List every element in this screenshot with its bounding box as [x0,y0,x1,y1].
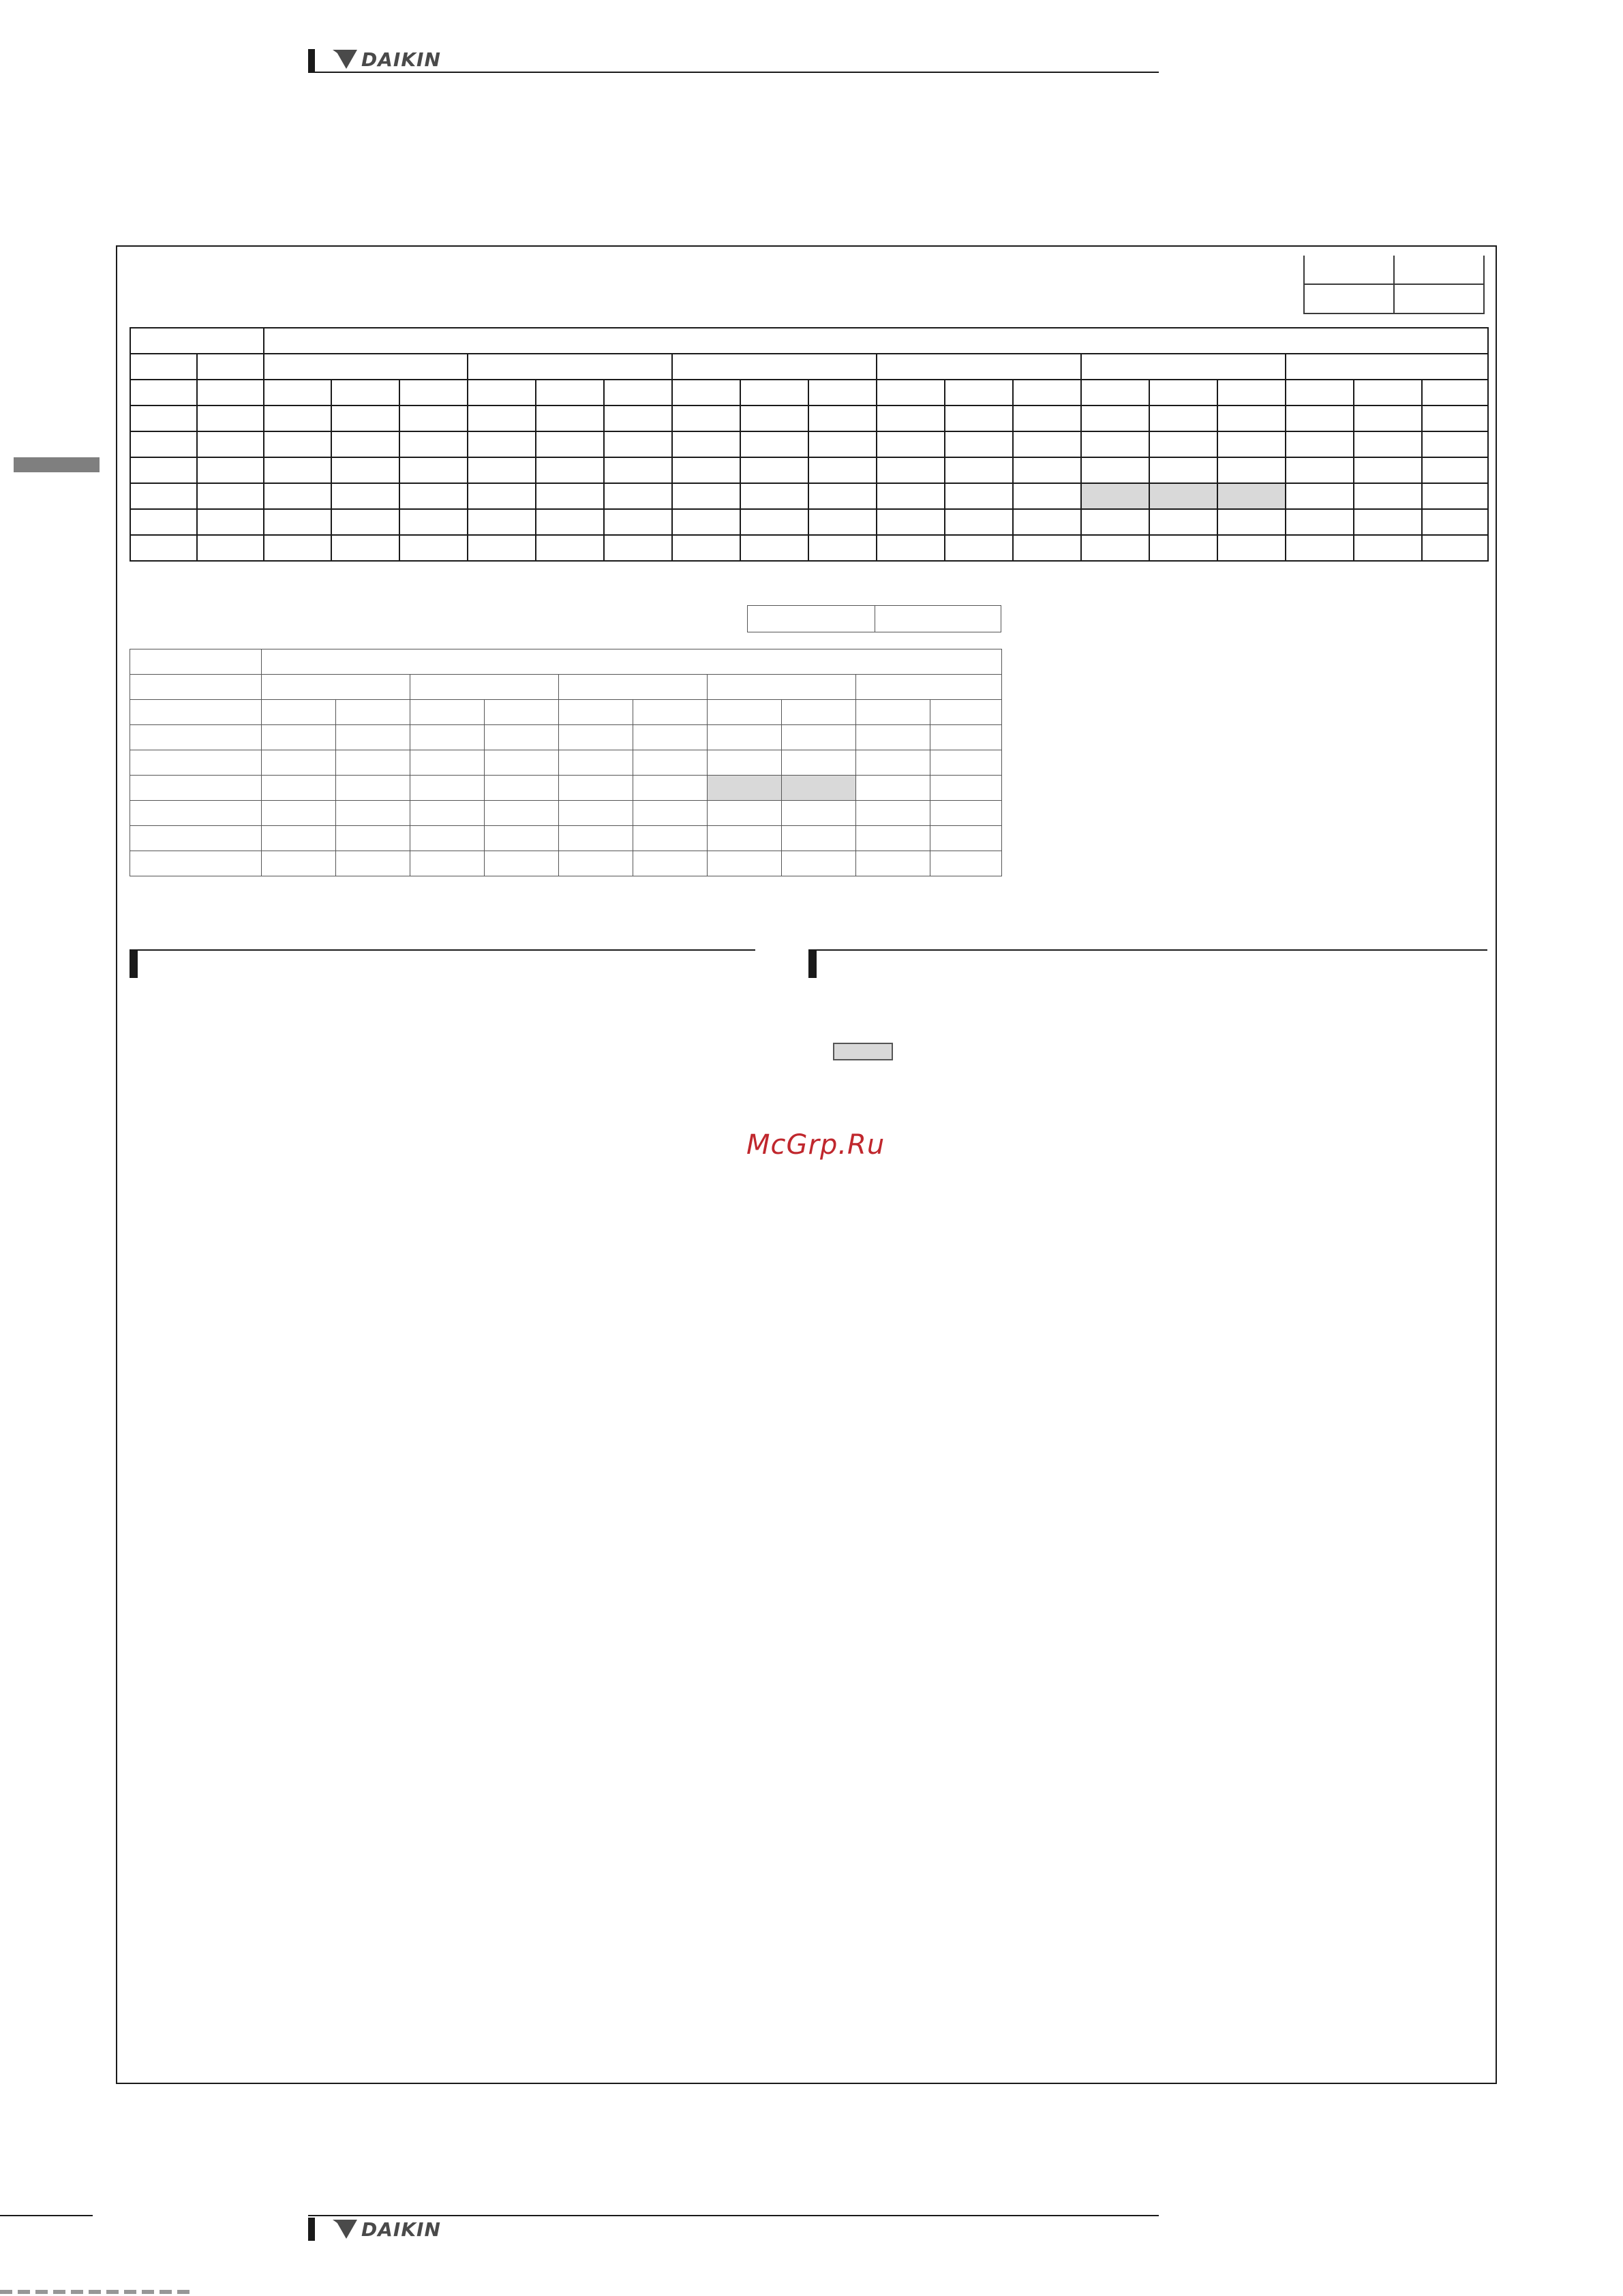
table-cell [633,725,708,750]
daikin-logo-icon [331,48,359,70]
table-cell [1081,380,1149,405]
table-cell [130,801,262,826]
table-cell [262,725,336,750]
table-row [130,826,1002,851]
shaded-cell [1149,483,1217,509]
table-cell [1013,457,1081,483]
table-cell [856,675,1002,700]
table-cell [336,750,410,776]
table-cell [740,380,808,405]
table-cell [130,750,262,776]
table-cell [877,354,1081,380]
table-cell [1149,431,1217,457]
table-cell [468,354,672,380]
table-cell [1354,509,1422,535]
table-cell [672,457,740,483]
table-cell [468,535,536,561]
table-cell [197,509,264,535]
table-cell [559,750,633,776]
table-cell [930,826,1002,851]
table-cell [1081,457,1149,483]
table-cell [130,826,262,851]
table-cell [468,457,536,483]
mini-cell [1304,256,1394,284]
table-cell [1149,380,1217,405]
table-cell [604,457,672,483]
table-cell [1081,354,1286,380]
table-row [130,380,1488,405]
table-cell [410,675,559,700]
table-cell [1149,457,1217,483]
table-cell [264,457,331,483]
watermark-text: McGrp.Ru [746,1129,885,1161]
table-cell [485,826,559,851]
table-cell [1217,431,1286,457]
table-cell [877,483,945,509]
table-cell [672,354,877,380]
label-cell [748,606,875,632]
table-cell [856,750,930,776]
table-row [130,483,1488,509]
table-cell [410,750,485,776]
table-cell [1217,405,1286,431]
table-row [130,431,1488,457]
table-cell [262,750,336,776]
table-cell [877,431,945,457]
table-row [130,750,1002,776]
table-cell [1217,509,1286,535]
bottom-edge-marks [0,2290,191,2294]
table-cell [1013,380,1081,405]
table-cell [1354,483,1422,509]
table-cell [264,354,468,380]
table-cell [485,700,559,725]
table-cell [1149,535,1217,561]
table-cell [468,509,536,535]
table-cell [856,776,930,801]
table-cell [1286,509,1354,535]
table-row [130,405,1488,431]
mini-cell [1304,284,1394,313]
table-cell [1422,431,1488,457]
table-cell [485,776,559,801]
table-row [130,700,1002,725]
table-cell [410,725,485,750]
table-cell [399,405,468,431]
table-row [130,457,1488,483]
table-cell [945,457,1013,483]
table-cell [1422,509,1488,535]
label-cell [875,606,1001,632]
table-cell [559,851,633,876]
table-cell [130,851,262,876]
table-row [130,801,1002,826]
table-cell [485,725,559,750]
table-cell [1081,509,1149,535]
table-cell [1013,431,1081,457]
table-cell [604,535,672,561]
table-cell [130,725,262,750]
table-cell [782,801,856,826]
table-cell [331,380,399,405]
table-cell [633,801,708,826]
table-cell [708,851,782,876]
table-row [130,725,1002,750]
table-cell [1354,457,1422,483]
section-rule-left [130,949,755,951]
table-cell [808,380,877,405]
table-cell [856,700,930,725]
table-cell [808,405,877,431]
table-cell [1422,380,1488,405]
table-cell [197,483,264,509]
table-cell [264,483,331,509]
table-cell [485,851,559,876]
table-cell [336,801,410,826]
table-cell [877,405,945,431]
table-cell [672,483,740,509]
table-cell [264,328,1488,354]
mini-cell [1394,284,1484,313]
shade-legend-swatch [833,1043,893,1060]
table-cell [536,431,604,457]
table-cell [1013,405,1081,431]
table-cell [331,483,399,509]
table-cell [399,509,468,535]
table-cell [468,380,536,405]
table-cell [1354,431,1422,457]
table-cell [264,380,331,405]
table-cell [197,380,264,405]
footer-brand-logo [331,2218,441,2241]
table-cell [708,801,782,826]
table-cell [197,457,264,483]
table-cell [264,509,331,535]
daikin-logo-icon [331,2218,359,2240]
table-2 [130,649,1002,876]
table-cell [262,675,410,700]
table-cell [336,776,410,801]
table-cell [331,457,399,483]
table-cell [410,801,485,826]
table-cell [197,405,264,431]
table-cell [782,750,856,776]
table-cell [1013,535,1081,561]
table-cell [336,851,410,876]
shaded-cell [1217,483,1286,509]
table-cell [485,750,559,776]
table-cell [1422,535,1488,561]
table-2-label-box [747,605,1001,632]
table-cell [262,851,336,876]
table-cell [708,700,782,725]
table-row [130,675,1002,700]
table-cell [331,535,399,561]
table-cell [130,509,197,535]
table-cell [536,457,604,483]
table-cell [1286,457,1354,483]
table-cell [808,457,877,483]
table-cell [672,380,740,405]
table-cell [130,431,197,457]
table-cell [930,776,1002,801]
table-cell [1422,457,1488,483]
table-cell [262,826,336,851]
table-cell [856,801,930,826]
table-cell [410,776,485,801]
table-cell [808,483,877,509]
table-cell [331,431,399,457]
table-cell [633,750,708,776]
shaded-cell [1081,483,1149,509]
table-row [130,649,1002,675]
mini-cell [1394,256,1484,284]
table-row [130,354,1488,380]
table-cell [945,509,1013,535]
table-cell [1286,535,1354,561]
table-cell [740,405,808,431]
table-cell [264,405,331,431]
table-cell [1081,535,1149,561]
table-cell [410,851,485,876]
table-cell [130,649,262,675]
table-cell [468,483,536,509]
table-cell [559,700,633,725]
table-cell [197,535,264,561]
table-cell [604,405,672,431]
table-cell [1354,535,1422,561]
table-cell [130,675,262,700]
table-cell [856,725,930,750]
table-cell [1286,380,1354,405]
table-cell [1217,535,1286,561]
table-cell [130,700,262,725]
table-cell [399,380,468,405]
table-cell [559,725,633,750]
table-cell [808,431,877,457]
section-marker-left [130,951,138,978]
table-cell [604,483,672,509]
table-cell [262,649,1002,675]
table-cell [1422,483,1488,509]
table-cell [930,700,1002,725]
table-cell [559,826,633,851]
table-cell [536,535,604,561]
table-cell [708,750,782,776]
shaded-cell [782,776,856,801]
table-cell [740,483,808,509]
table-cell [945,431,1013,457]
table-cell [782,725,856,750]
table-cell [130,776,262,801]
table-cell [262,700,336,725]
footer-rule [308,2215,1159,2216]
table-cell [1149,509,1217,535]
table-cell [708,675,856,700]
table-cell [930,750,1002,776]
table-cell [1286,431,1354,457]
table-cell [1286,483,1354,509]
table-cell [1081,405,1149,431]
table-cell [536,405,604,431]
table-row [130,851,1002,876]
table-cell [130,380,197,405]
table-cell [740,457,808,483]
table-cell [740,431,808,457]
table-cell [399,535,468,561]
table-cell [740,535,808,561]
table-cell [604,509,672,535]
table-cell [672,431,740,457]
table-cell [559,776,633,801]
table-cell [1013,509,1081,535]
table-cell [1217,457,1286,483]
table-cell [399,457,468,483]
table-cell [197,431,264,457]
table-cell [782,700,856,725]
table-cell [410,700,485,725]
table-cell [877,509,945,535]
table-cell [264,535,331,561]
table-cell [536,509,604,535]
table-cell [930,801,1002,826]
header-brand-logo [331,48,441,71]
shaded-cell [708,776,782,801]
table-cell [336,725,410,750]
table-cell [262,801,336,826]
table-cell [468,431,536,457]
table-cell [331,405,399,431]
table-cell [399,431,468,457]
table-cell [1286,354,1488,380]
table-cell [468,405,536,431]
table-cell [399,483,468,509]
header-brand-bar [308,49,315,72]
table-row [130,535,1488,561]
table-cell [336,826,410,851]
table-cell [945,483,1013,509]
footer-brand-text: DAIKIN [361,2218,441,2241]
table-cell [633,826,708,851]
table-cell [1149,405,1217,431]
table-cell [262,776,336,801]
table-cell [877,380,945,405]
table-cell [1422,405,1488,431]
table-cell [130,328,264,354]
table-row [130,509,1488,535]
table-cell [740,509,808,535]
footer-left-rule [0,2215,93,2216]
table-cell [877,457,945,483]
table-cell [808,509,877,535]
table-cell [130,405,197,431]
table-cell [130,457,197,483]
table-cell [1013,483,1081,509]
table-cell [782,826,856,851]
table-1 [130,327,1489,562]
table-cell [130,535,197,561]
table-cell [1081,431,1149,457]
table-cell [485,801,559,826]
table-cell [336,700,410,725]
table-cell [877,535,945,561]
table-cell [410,826,485,851]
footer-brand-bar [308,2218,315,2241]
table-cell [930,851,1002,876]
table-cell [633,776,708,801]
table-cell [604,380,672,405]
table-row [130,328,1488,354]
section-marker-right [808,951,817,978]
table-cell [604,431,672,457]
table-cell [672,535,740,561]
table-cell [633,700,708,725]
table-cell [782,851,856,876]
table-cell [197,354,264,380]
table-cell [1354,380,1422,405]
table-cell [1354,405,1422,431]
table-cell [808,535,877,561]
table-cell [930,725,1002,750]
table-cell [856,851,930,876]
table-cell [1217,380,1286,405]
mini-header-grid [1303,256,1485,314]
table-cell [633,851,708,876]
table-cell [130,483,197,509]
side-tab-marker [14,457,100,472]
table-cell [1286,405,1354,431]
table-cell [559,675,708,700]
table-cell [708,826,782,851]
table-cell [945,405,1013,431]
table-cell [536,483,604,509]
table-cell [536,380,604,405]
table-cell [672,405,740,431]
header-brand-text: DAIKIN [361,48,441,71]
table-row [130,776,1002,801]
table-cell [331,509,399,535]
section-rule-right [808,949,1487,951]
table-cell [945,380,1013,405]
table-cell [559,801,633,826]
table-cell [672,509,740,535]
table-cell [945,535,1013,561]
header-rule [308,72,1159,73]
table-cell [708,725,782,750]
table-cell [130,354,197,380]
table-cell [264,431,331,457]
table-cell [856,826,930,851]
